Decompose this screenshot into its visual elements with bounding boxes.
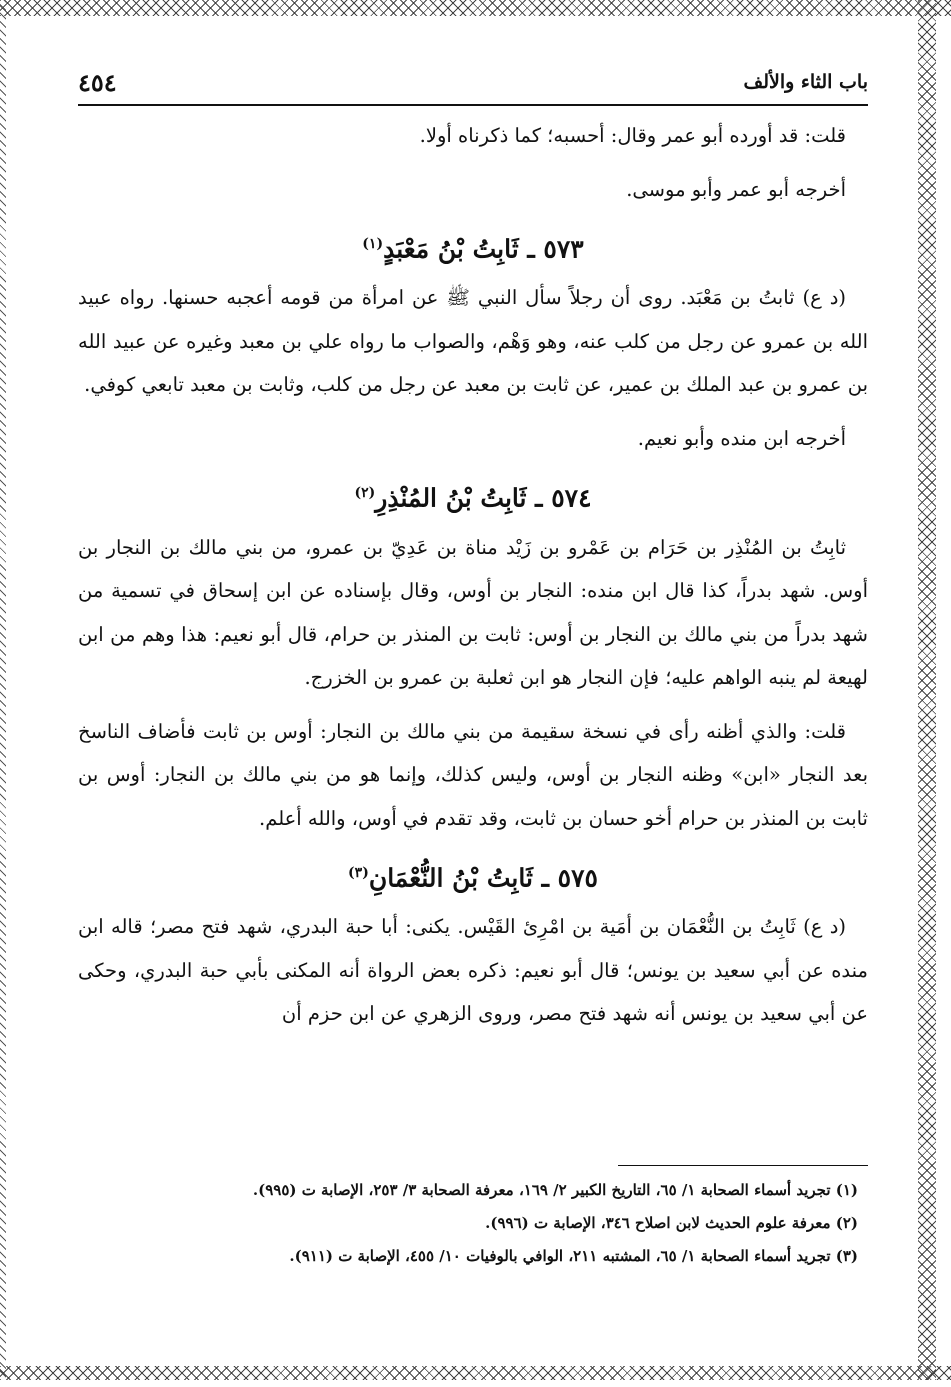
book-page (78, 60, 868, 1360)
page-body (78, 114, 868, 1036)
running-title: باب الثاء والألف (743, 71, 868, 93)
decorative-border-top (0, 0, 951, 16)
footnote-ref: (٢) (354, 485, 376, 502)
decorative-border-right (918, 0, 936, 1380)
entry-text-574: ثابِتُ بن المُنْذِر بن حَرَام بن عَمْرو بن زَيْد مناة بن عَدِيّ بن عمرو، من بني مالك بن النجار بن أوس. شهد بدراً، كذا قال ابن منده: النجار بن أوس، وقال بإسناده عن ابن إسحاق في تسمية من شهد بدراً من بني مالك بن النجار بن أوس: ثابت بن المنذر بن حرام، قال أبو نعيم: هذا وهم من ابن لهيعة لم ينبه الواهم عليه؛ فإن النجار هو ابن ثعلبة بن عمرو بن الخزرج. (78, 535, 868, 690)
footnote-2: (٢) معرفة علوم الحديث لابن اصلاح ٣٤٦، الإصابة ت (٩٩٦). (485, 1214, 858, 1232)
entry-title-574: ٥٧٤ ـ ثَابِتُ بْنُ المُنْذِرِ$^{(٢)}$ (354, 483, 592, 513)
entry-title-573: ٥٧٣ ـ ثَابِتُ بْنُ مَعْبَدٍ$^{(١)}$ (362, 234, 584, 264)
decorative-border-bottom (0, 1366, 951, 1380)
footnote-1: (١) تجريد أسماء الصحابة ١/ ٦٥، التاريخ الكبير ٢/ ١٦٩، معرفة الصحابة ٣/ ٢٥٣، الإصابة ت (٩٩٥). (252, 1181, 858, 1199)
page-number: ٤٥٤ (78, 67, 117, 97)
paragraph: قلت: قد أورده أبو عمر وقال: أحسبه؛ كما ذكرناه أولا. (419, 124, 846, 147)
entry-text-575: (د ع) ثَابِتُ بن النُّعْمَان بن أمَية بن امْرِئ القَيْس. يكنى: أبا حبة البدري، شهد فتح مصر؛ قاله ابن منده عن أبي سعيد بن يونس؛ قال أبو نعيم: ذكره بعض الرواة أنه المكنى بأبي حبة البدري، وحكى عن أبي سعيد بن يونس أنه شهد فتح مصر، وروى الزهري عن ابن حزم أن (78, 915, 868, 1026)
entry-text-573: (د ع) ثابتُ بن مَعْبَد. روى أن رجلاً سأل النبي ﷺ عن امرأة من قومه أعجبه حسنها. رواه عبيد الله بن عمرو عن رجل من كلب عنه، وهو وَهْم، والصواب ما رواه علي بن معبد وغيره عن عبيد الله بن عمرو بن عبد الملك بن عمير، عن ثابت بن معبد عن رجل من كلب، وثابت بن معبد تابعي كوفي. (78, 286, 868, 397)
decorative-border-left (0, 0, 6, 1380)
entry-closing-573: أخرجه ابن منده وأبو نعيم. (637, 426, 846, 450)
entry-title-575: ٥٧٥ ـ ثَابِتُ بْنُ النُّعْمَانِ$^{(٣)}$ (348, 863, 598, 893)
paragraph: أخرجه أبو عمر وأبو موسى. (626, 177, 846, 201)
footnote-divider (618, 1165, 868, 1166)
footnote-ref: (١) (362, 236, 384, 252)
footnotes (78, 1165, 868, 1273)
footnote-3: (٣) تجريد أسماء الصحابة ١/ ٦٥، المشتبه ٢١١، الوافي بالوفيات ١٠/ ٤٥٥، الإصابة ت (٩١١). (289, 1247, 858, 1265)
page-header (78, 60, 868, 106)
entry-closing-574: قلت: والذي أظنه رأى في نسخة سقيمة من بني مالك بن النجار: أوس بن ثابت فأضاف الناسخ بعد النجار «ابن» وظنه النجار بن أوس، وليس كذلك، وإنما هو من بني مالك بن النجار: أوس بن ثابت بن المنذر بن حرام أخو حسان بن ثابت، وقد تقدم في أوس، والله أعلم. (78, 719, 868, 830)
footnote-ref: (٣) (348, 865, 369, 882)
